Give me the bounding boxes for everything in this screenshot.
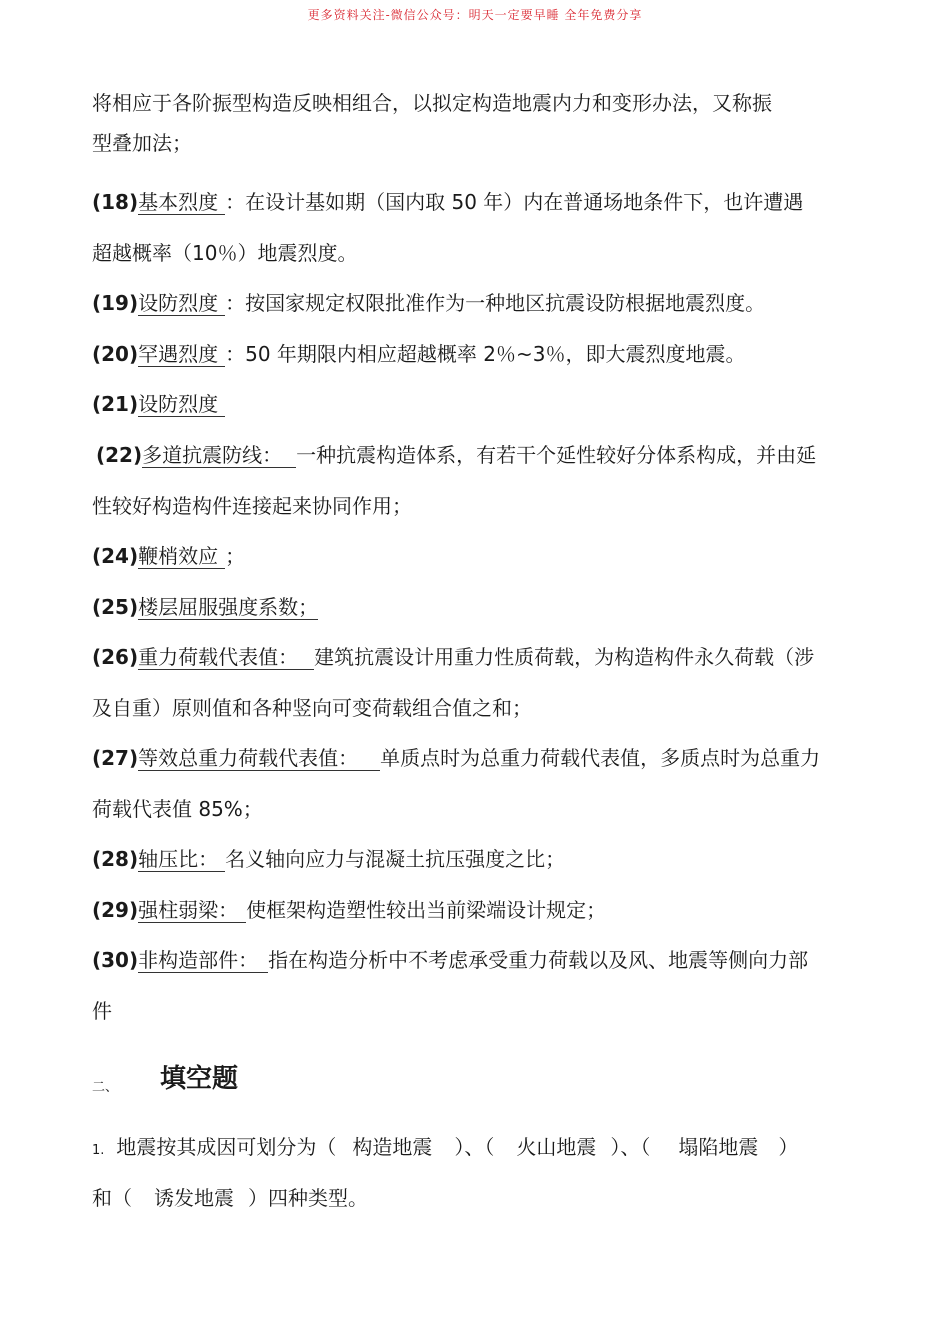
- definition-30-cont: 件: [92, 999, 112, 1023]
- item-number: (28): [92, 847, 139, 871]
- item-term: 设防烈度: [138, 291, 225, 316]
- item-term: 鞭梢效应: [138, 544, 225, 569]
- item-number: (26): [92, 645, 139, 669]
- question-prefix: 和（: [92, 1186, 132, 1210]
- item-text: 使框架构造塑性较出当前梁端设计规定；: [246, 898, 607, 922]
- item-number: (24): [92, 544, 139, 568]
- question-1-cont: [92, 1185, 368, 1211]
- item-text: ：按国家规定权限批准作为一种地区抗震设防根据地震烈度。: [225, 291, 766, 315]
- definition-22-cont: 性较好构造构件连接起来协同作用；: [92, 494, 412, 518]
- intro-line-1: 将相应于各阶振型构造反映相组合，以拟定构造地震内力和变形办法，又称振: [92, 91, 772, 115]
- intro-line-2: 型叠加法；: [92, 131, 192, 155]
- item-text: 单质点时为总重力荷载代表值，多质点时为总重力: [380, 746, 821, 770]
- item-number: (30): [92, 948, 139, 972]
- definition-20: [92, 341, 746, 367]
- definition-18: [92, 189, 803, 215]
- item-term: 楼层屈服强度系数；: [138, 595, 319, 619]
- definition-24: [92, 543, 245, 569]
- item-number: (27): [92, 746, 139, 770]
- item-number: (29): [92, 898, 139, 922]
- question-suffix: ）四种类型。: [248, 1186, 368, 1210]
- question-number: 1.: [92, 1143, 105, 1158]
- item-number: (19): [92, 291, 139, 315]
- section-number: 二、: [92, 1080, 119, 1095]
- item-term: 设防烈度: [138, 392, 225, 417]
- definition-26-cont: 及自重）原则值和各种竖向可变荷载组合值之和；: [92, 696, 532, 720]
- item-text: ：50 年期限内相应超越概率 2％~3％，即大震烈度地震。: [225, 342, 746, 366]
- question-1: [92, 1134, 798, 1164]
- definition-18-cont: 超越概率（10％）地震烈度。: [92, 241, 358, 265]
- definition-21: [92, 391, 225, 417]
- item-term: 重力荷载代表值：: [138, 645, 314, 670]
- section-heading: [92, 1058, 238, 1095]
- item-text: 建筑抗震设计用重力性质荷载，为构造构件永久荷载（涉: [314, 645, 815, 669]
- page-header-banner: 更多资料关注-微信公众号：明天一定要早睡 全年免费分享: [307, 8, 643, 22]
- separator: ）: [778, 1135, 799, 1159]
- separator: ）、（: [454, 1135, 495, 1159]
- definition-19: [92, 290, 765, 316]
- item-term: 强柱弱梁：: [138, 898, 246, 923]
- answer-4: 诱发地震: [154, 1186, 234, 1210]
- definition-29: [92, 897, 606, 923]
- definition-26: [92, 644, 814, 670]
- item-number: (25): [92, 595, 139, 619]
- item-number: (18): [92, 190, 139, 214]
- definition-25: [92, 594, 318, 620]
- item-text: ；: [225, 544, 246, 568]
- item-number: (20): [92, 342, 139, 366]
- definition-27-cont: 荷载代表值 85%；: [92, 797, 263, 821]
- item-number: (21): [92, 392, 139, 416]
- answer-1: 构造地震: [352, 1135, 433, 1159]
- definition-30: [92, 947, 808, 973]
- question-prefix: 地震按其成因可划分为（: [116, 1135, 337, 1159]
- definition-22: [96, 442, 816, 468]
- item-term: 非构造部件：: [138, 948, 268, 973]
- item-text: 指在构造分析中不考虑承受重力荷载以及风、地震等侧向力部: [268, 948, 809, 972]
- answer-2: 火山地震: [516, 1135, 597, 1159]
- answer-3: 塌陷地震: [678, 1135, 759, 1159]
- separator: ）、（: [610, 1135, 651, 1159]
- section-title: 填空题: [160, 1064, 239, 1094]
- item-text: 一种抗震构造体系，有若干个延性较好分体系构成，并由延: [296, 443, 817, 467]
- definition-27: [92, 745, 820, 771]
- item-term: 罕遇烈度: [138, 342, 225, 367]
- item-text: 名义轴向应力与混凝土抗压强度之比；: [225, 847, 566, 871]
- item-term: 等效总重力荷载代表值：: [138, 746, 380, 771]
- item-text: ：在设计基如期（国内取 50 年）内在普通场地条件下，也许遭遇: [225, 190, 804, 214]
- item-term: 轴压比：: [138, 847, 225, 872]
- item-term: 基本烈度: [138, 190, 225, 215]
- definition-28: [92, 846, 565, 872]
- item-number: (22): [96, 443, 143, 467]
- item-term: 多道抗震防线：: [142, 443, 296, 468]
